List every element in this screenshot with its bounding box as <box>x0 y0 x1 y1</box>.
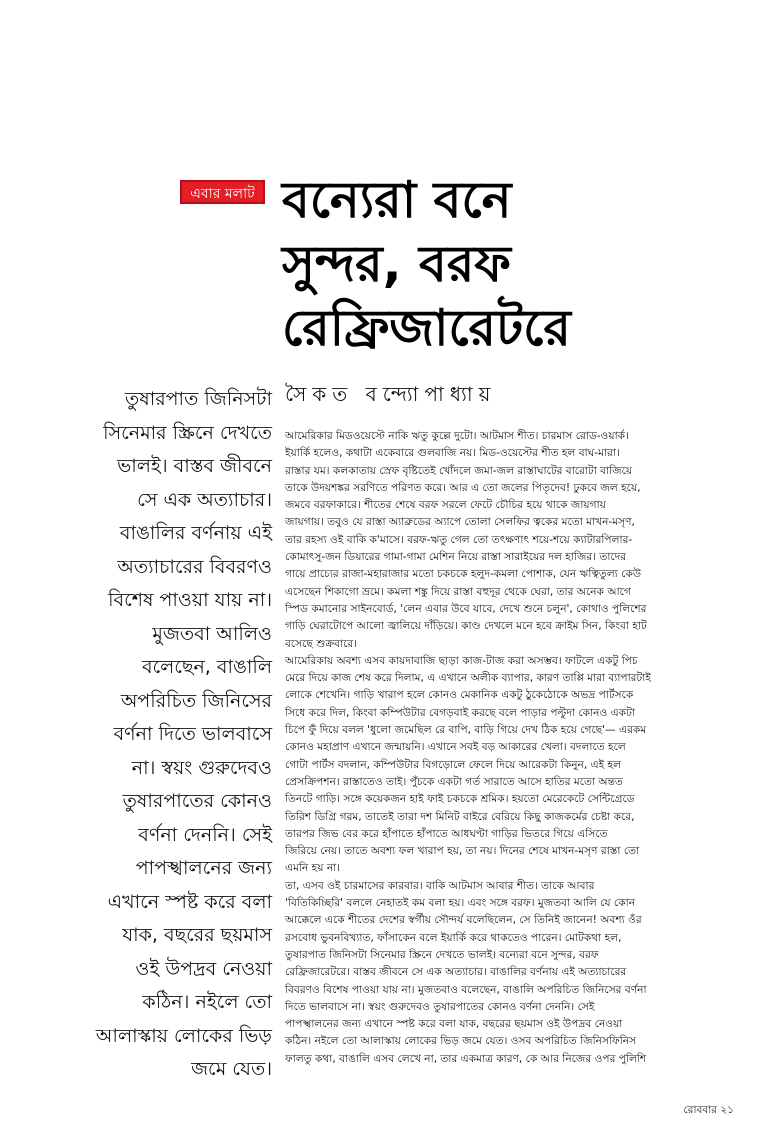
body-line: তিনটে গাড়ি। সঙ্গে কয়েকজন হাই ফাই চকচকে শ্রমিক। হয়তো মেরেকেটে সেন্টিগ্রেডে <box>285 793 635 806</box>
body-line: পাপস্খালনের জন্য এখানে স্পষ্ট করে বলা যাক, বছরের ছয়মাস ওই উপদ্রব নেওয়া <box>285 1018 623 1031</box>
body-line: স্পিড কমানোর সাইনবোর্ড, 'লেন এবার উবে যাবে, দেখে শুনে চলুন', কোথাও পুলিশের <box>285 602 647 615</box>
body-line: এমনি হয় না। <box>285 862 341 875</box>
pull-quote-line: জমে যেত। <box>191 1058 272 1080</box>
body-line: বিবরণও বিশেষ পাওয়া যায় না। মুজতবাও বলেছেন, বাঙালি অপরিচিত জিনিসের বর্ণনা <box>285 983 647 996</box>
body-line: রেফ্রিজারেটরে। বাস্তব জীবনে সে এক অত্যাচার। বাঙালির বর্ণনায় এই অত্যাচারের <box>285 966 627 979</box>
body-line: গায়ে প্রাচ্যের রাজা-মহারাজার মতো চকচকে হলুদ-কমলা পোশাক, যেন ঋত্বিতুল্য কেউ <box>285 568 642 581</box>
pull-quote-line: বাঙালির বর্ণনায় এই <box>119 522 272 544</box>
body-line: তার রহস্য ওই বাকি ক'মাসে। বরফ-ঋতু গেল তো তৎক্ষণাৎ শয়ে-শয়ে ক্যাটারপিলার- <box>285 533 633 546</box>
headline-line: রেফ্রিজারেটরে <box>282 299 571 357</box>
section-tag: এবার মলাট <box>180 180 265 204</box>
pull-quote-line: বিশেষ পাওয়া যায় না। <box>108 589 272 611</box>
body-line: প্রেসক্রিপশন। রাস্তাতেও তাই। পুঁচকে একটা গর্ত সারাতে আসে হাতির মতো অন্তত <box>285 775 623 788</box>
body-line: কঠিন। নইলে তো আলাস্কায় লোকের ভিড় জমে যেত। ওসব অপরিচিত জিনিসফিনিস <box>285 1035 637 1048</box>
body-line: জায়গায়। তবুও যে রাস্তা অ্যাব্রুডের অ্যাপে তোলা সেলফির ত্বকের মতো মাখন-মসৃণ, <box>285 516 635 529</box>
body-line: দিতে ভালবাসে না। স্বয়ং গুরুদেবও তুষারপাতের কোনও বর্ণনা দেননি। সেই <box>285 1000 595 1013</box>
body-line: লোকে শেখেনি। গাড়ি খারাপ হলে কোনও মেকানিক একটু ঠুকেঠোকে অভদ্র পার্টসকে <box>285 689 634 702</box>
pull-quote-line: তুষারপাত জিনিসটা <box>124 388 272 410</box>
pull-quote-line: তুষারপাতের কোনও <box>122 790 272 812</box>
pull-quote-line: এখানে স্পষ্ট করে বলা <box>107 890 272 913</box>
body-line: জিরিয়ে নেয়। তাতে অবশ্য ফল খারাপ হয়, তা নয়। দিনের শেষে মাখন-মসৃণ রাস্তা তো <box>285 845 640 858</box>
pull-quote <box>72 383 272 1087</box>
body-line: রসবোধ ভুবনবিখ্যাত, ফাঁসাকেন বলে ইয়ার্কি করে থাকতেও পারেন। মোটকথা হল, <box>285 931 622 944</box>
body-line: তা, এসব ওই চারমাসের কারবার। বাকি আটমাস আবার শীত। তাকে আবার <box>285 879 595 892</box>
byline: সৈকত বন্দ্যোপাধ্যায় <box>285 382 497 406</box>
pull-quote-line: বলেছেন, বাঙালি <box>141 656 272 678</box>
body-line: কোনও মহাপ্রাণ এখানে জন্মায়নি। এখানে সবই বড় আকারের খেলা। বদলাতে হলে <box>285 741 626 754</box>
pull-quote-line: বর্ণনা দিতে ভালবাসে <box>113 723 272 745</box>
pull-quote-line: সিনেমার স্ক্রিনে দেখতে <box>103 421 272 444</box>
pull-quote-line: ভালই। বাস্তব জীবনে <box>117 455 272 477</box>
body-line: চিপে ফুঁ দিয়ে বলল 'ধুলো জমেছিল রে বাপি, বাড়ি গিয়ে দেখ ঠিক হয়ে গেছে'— এরকম <box>285 724 647 737</box>
body-line: তিরিশ ডিগ্রি গরম, তাতেই তারা দশ মিনিট বাইরে বেরিয়ে কিছু কাজকর্মের চেষ্টা করে, <box>285 810 635 823</box>
headline-line: বন্যেরা বনে <box>282 171 512 229</box>
body-line: গাড়ি ঘেরাটোপে আলো জ্বালিয়ে দাঁড়িয়ে। কাণ্ড দেখলে মনে হবে ক্রাইম সিন, কিংবা হাট <box>285 620 647 633</box>
body-line: তুষারপাত জিনিসটা সিনেমার স্ক্রিনে দেখতে ভালই। বন্যেরা বনে সুন্দর, বরফ <box>285 948 599 961</box>
body-line: বসেছে শুক্রবারে। <box>285 637 358 650</box>
headline <box>282 168 742 360</box>
body-line: রাস্তার যম। কলকাতায় স্রেফ বৃষ্টিতেই খোঁদলে জমা-জল রাস্তাঘাটের বারোটা বাজিয়ে <box>285 464 633 477</box>
pull-quote-line: যাক, বছরের ছয়মাস <box>122 924 272 946</box>
pull-quote-line: আলাস্কায় লোকের ভিড় <box>95 1024 272 1047</box>
headline-line: সুন্দর, বরফ <box>282 235 511 293</box>
pull-quote-line: বর্ণনা দেননি। সেই <box>138 823 272 846</box>
pull-quote-line: অত্যাচারের বিবরণও <box>117 555 272 578</box>
body-line: তারপর জিভ বের করে হাঁপাতে হাঁপাতে আধঘণ্টা গাড়ির ভিতরে গিয়ে এসিতে <box>285 827 608 840</box>
pull-quote-line: কঠিন। নইলে তো <box>142 991 272 1013</box>
article-body <box>285 428 715 1068</box>
body-line: জমবে বরফাকারে। শীতের শেষে বরফ সরলে ফেটে চৌচির হয়ে থাকে জায়গায় <box>285 499 606 512</box>
body-line: 'বিতিকিচ্ছিরি' বললে নেহাতই কম বলা হয়। এবং সঙ্গে বরফ। মুজতবা আলি যে কোন <box>285 897 636 910</box>
page-footer: রোববার ২১ <box>683 1104 734 1116</box>
body-line: কোমাৎসু-জন ডিয়ারের গামা-গামা মেশিন নিয়ে রাস্তা সারাইয়ের দল হাজির। তাদের <box>285 551 627 564</box>
body-line: ইয়ার্কি হলেও, কথাটা একেবারে গুলবাজি নয়। মিড-ওয়েস্টের শীত হল বাঘ-মারা। <box>285 447 620 460</box>
body-line: গোটা পার্টস বদলান, কম্পিউটার বিগড়োলে ফেলে দিয়ে আরেকটা কিনুন, এই হল <box>285 758 622 771</box>
body-line: ফালতু কথা, বাঙালি এসব লেখে না, তার একমাত্র কারণ, কে আর নিজের ওপর পুলিশি <box>285 1052 647 1065</box>
pull-quote-line: অপরিচিত জিনিসের <box>120 689 272 712</box>
body-line: আমেরিকায় অবশ্য এসব কায়দাবাজি ছাড়া কাজ-টাজ করা অসম্ভব। ফাটলে একটু পিচ <box>285 654 638 667</box>
pull-quote-line: না। স্বয়ং গুরুদেবও <box>131 756 272 779</box>
body-line: মেরে দিয়ে কাজ শেষ করে দিলাম, এ এখানে অলীক ব্যাপার, কারণ তাপ্পি মারা ব্যাপারটাই <box>285 672 651 685</box>
pull-quote-line: মুজতবা আলিও <box>152 622 272 645</box>
body-line: তাকে উদয়শঙ্কর সরণিতে পরিণত করে। আর এ তো জলের পিতৃদেব! ঢুকবে জল হয়ে, <box>285 481 641 494</box>
pull-quote-line: ওই উপদ্রব নেওয়া <box>135 957 272 980</box>
pull-quote-line: সে এক অত্যাচার। <box>137 488 272 511</box>
body-line: আক্কেলে একে শীতের দেশের স্বর্গীয় সৌন্দর্য বলেছিলেন, সে তিনিই জানেন! অবশ্য ওঁর <box>285 914 642 927</box>
pull-quote-line: পাপস্খালনের জন্য <box>135 857 272 879</box>
body-line: এসেছেন শিকাগো ভ্রমে। কমলা শঙ্কু দিয়ে রাস্তা বহুদূর থেকে ঘেরা, তার অনেক আগে <box>285 585 631 598</box>
body-line: সিধে করে দিল, কিংবা কম্পিউটার বেগড়বাই করছে বলে পাড়ার পল্টুদা কোনও একটা <box>285 706 635 719</box>
body-line: আমেরিকার মিডওয়েস্টে নাকি ঋতু কুল্লে দুটো। আটমাস শীত। চারমাস রোড-ওয়ার্ক। <box>285 430 629 442</box>
